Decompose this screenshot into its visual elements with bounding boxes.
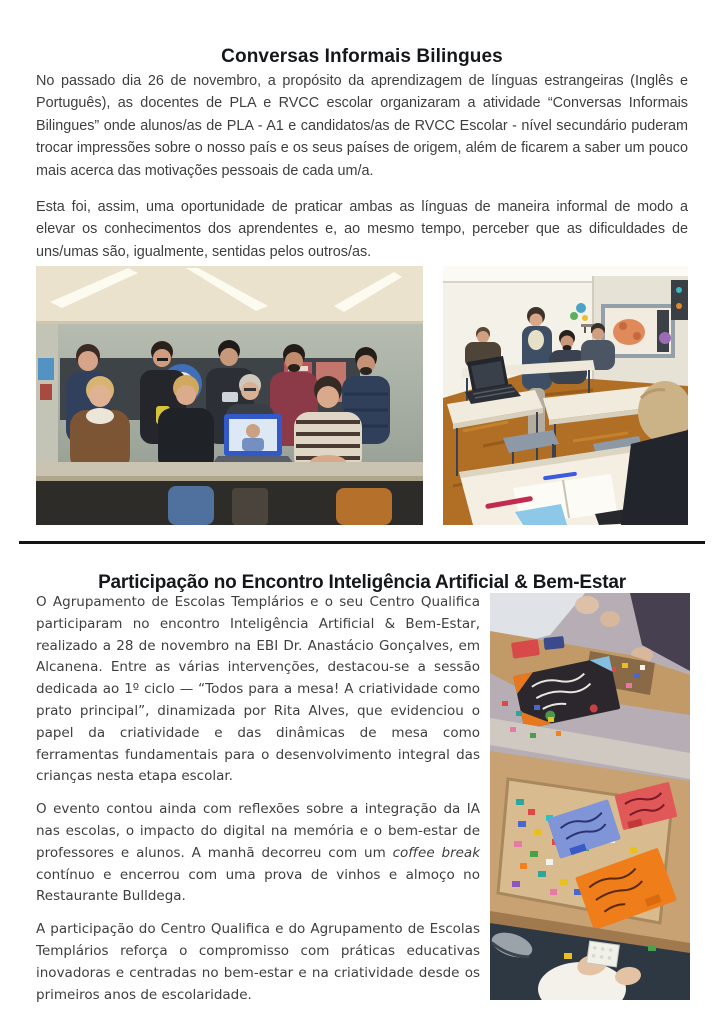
photo-classroom-desks-illustration [443, 266, 688, 525]
section2-paragraph-3: A participação do Centro Qualifica e do Agrupamento de Escolas Templários reforça o compromisso com práticas educativas inovadoras e centradas no bem-estar e na criatividade desde os primeiros anos de escolaridade. [36, 921, 480, 1003]
paragraph2-text-end: contínuo e encerrou com uma prova de vinhos e almoço no Restaurante Bulldega. [36, 866, 480, 905]
section1-paragraph-2: Esta foi, assim, uma oportunidade de praticar ambas as línguas de maneira informal de modo a elevar os conhecimentos dos aprendentes e, ao mesmo tempo, perceber que as dificuldades de uns/umas são, igualmente, sentidas pelos outros/as. [36, 199, 688, 260]
section1-body [36, 70, 688, 277]
photo-classroom-desks [443, 266, 688, 525]
coffee-break-italic: coffee break [392, 844, 481, 861]
photo-lego-workshop [490, 593, 690, 1000]
laptop-video-call [212, 414, 294, 464]
section2-paragraph-1: O Agrupamento de Escolas Templários e o seu Centro Qualifica participaram no encontro Inteligência Artificial & Bem-Estar, realizado a 28 de novembro na EBI Dr. Anastácio Gonçalves, em Alcanena. Entre as várias intervenções, destacou-se a sessão dedicada ao 1º ciclo — “Todos para a mesa! A criatividade como prato principal”, dinamizada por Rita Alves, que evidenciou o papel da criatividade e das dinâmicas de mesa como ferramentas fundamentais para o desenvolvimento integral das crianças nesta etapa escolar. [36, 594, 480, 785]
paragraph2-text: O evento contou ainda com reflexões sobre a integração da IA nas escolas, o impacto do digital na memória e o bem-estar de professores e alunos. A manhã decorreu com um [36, 801, 480, 861]
section2-title: Participação no Encontro Inteligência Artificial & Bem-Estar [98, 571, 626, 593]
section2-body [36, 592, 480, 1017]
section1-paragraph-1: No passado dia 26 de novembro, a propósito da aprendizagem de línguas estrangeiras (Inglês e Português), as docentes de PLA e RVCC escolar organizaram a atividade “Conversas Informais Bilingues” onde alunos/as de PLA - A1 e candidatos/as de RVCC Escolar - nível secundário puderam trocar impressões sobre o nosso país e os seus países de origem, além de ficarem a saber um pouco mais acerca das motivações pessoais de cada um/a. [36, 73, 688, 179]
photo-lego-workshop-illustration [490, 593, 690, 1000]
section2-paragraph-2 [36, 799, 480, 908]
photo-group-classroom [36, 266, 423, 525]
section1-title: Conversas Informais Bilingues [221, 45, 503, 67]
photo-group-classroom-illustration [36, 266, 423, 525]
section-divider [19, 541, 705, 544]
